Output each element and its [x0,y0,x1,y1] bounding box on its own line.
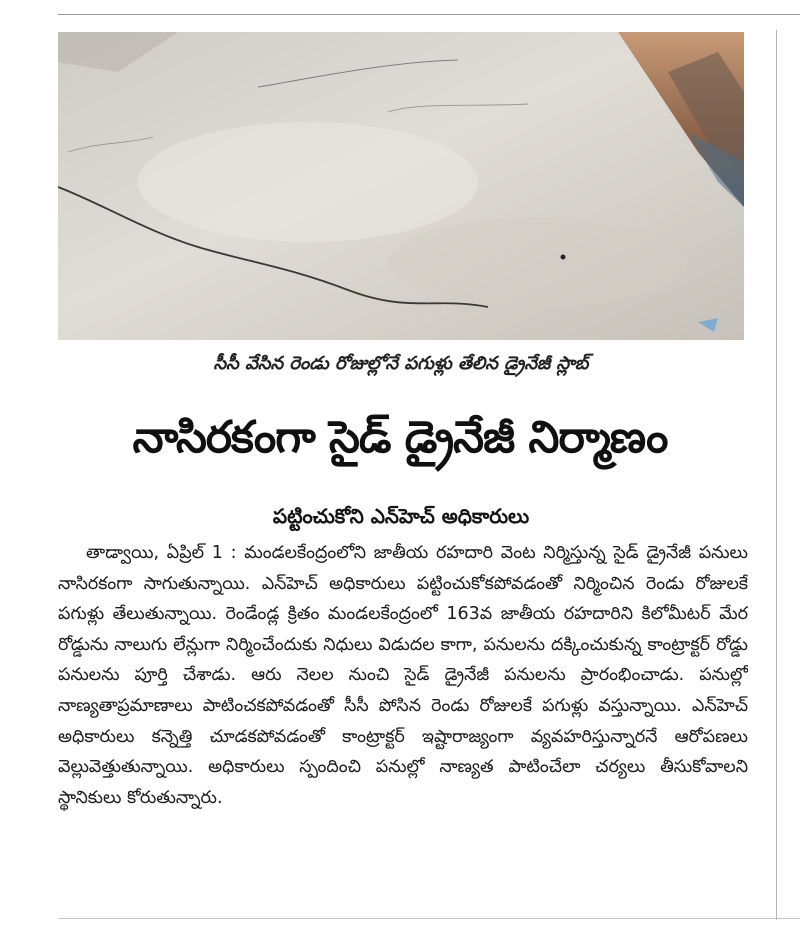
top-rule [58,14,800,15]
cracked-slab-photo [58,32,744,340]
article-body: తాడ్వాయి, ఏప్రిల్ 1 : మండలకేంద్రంలోని జాతీయ రహదారి వెంట నిర్మిస్తున్న సైడ్ డ్రైనేజీ పనులు నాసిరకంగా సాగుతున్నాయి. ఎన్‌హెచ్ అధికారులు పట్టించుకోకపోవడంతో నిర్మించిన రెండు రోజులకే పగుళ్లు తేలుతున్నాయి. రెండేండ్ల క్రితం మండలకేంద్రంలో 163వ జాతీయ రహదారిని కిలోమీటర్ మేర రోడ్డును నాలుగు లేన్లుగా నిర్మించేందుకు నిధులు విడుదల కాగా, పనులను దక్కించుకున్న కాంట్రాక్టర్ రోడ్డు పనులను పూర్తి చేశాడు. ఆరు నెలల నుంచి సైడ్ డ్రైనేజీ పనులను ప్రారంభించాడు. పనుల్లో నాణ్యతాప్రమాణాలు పాటించకపోవడంతో సీసీ పోసిన రెండు రోజులకే పగుళ్లు వస్తున్నాయి. ఎన్‌హెచ్ అధికారులు కన్నెత్తి చూడకపోవడంతో కాంట్రాక్టర్ ఇష్టారాజ్యంగా వ్యవహరిస్తున్నారనే ఆరోపణలు వెల్లువెత్తుతున్నాయి. అధికారులు స్పందించి పనుల్లో నాణ్యత పాటించేలా చర్యలు తీసుకోవాలని స్థానికులు కోరుతున్నారు. [58,543,748,808]
subheadline: పట్టించుకోని ఎన్‌హెచ్ అధికారులు [272,504,530,528]
headline: నాసిరకంగా సైడ్ డ్రైనేజీ నిర్మాణం [132,412,668,463]
photo-caption: సీసీ వేసిన రెండు రోజుల్లోనే పగుళ్లు తేలిన డ్రైనేజీ స్లాబ్ [213,353,589,374]
column-divider [776,30,777,920]
bottom-rule [58,918,800,919]
